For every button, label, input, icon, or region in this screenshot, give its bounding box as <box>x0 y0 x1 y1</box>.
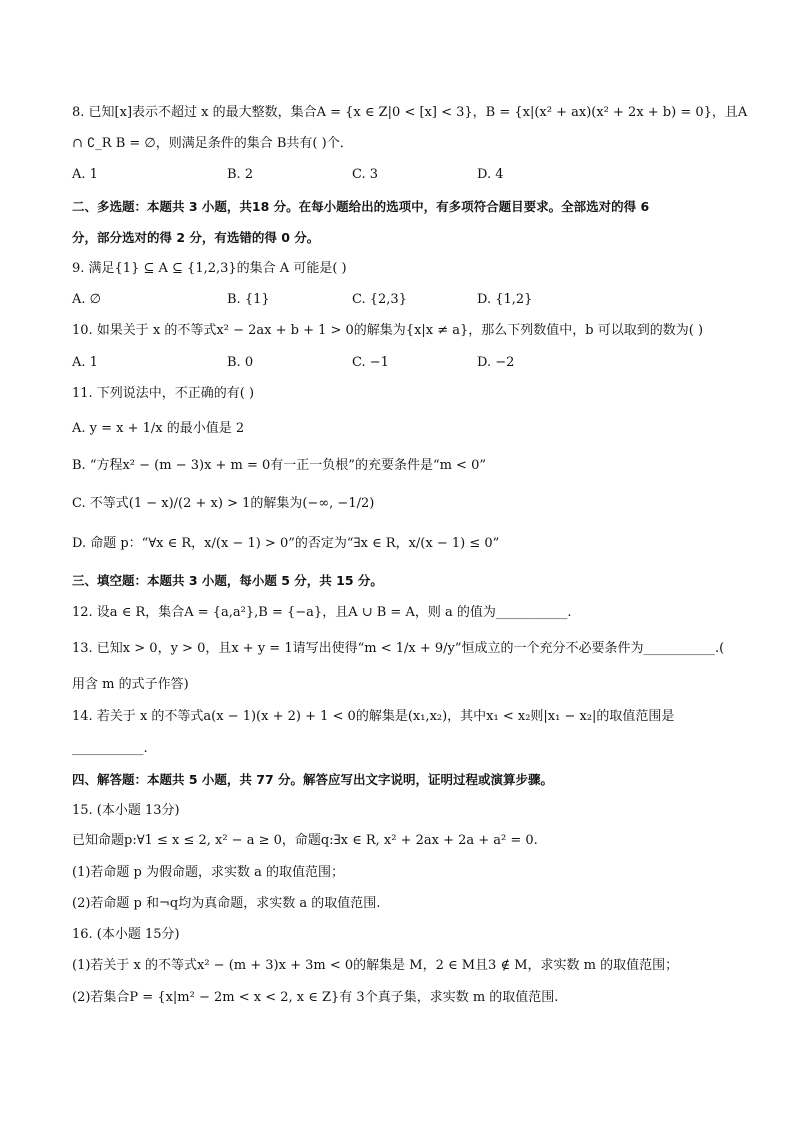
q10-option-a: A. 1 <box>72 355 98 370</box>
q9-option-d: D. {1,2} <box>477 292 533 307</box>
q15-part1: (1)若命题 p 为假命题，求实数 a 的取值范围； <box>72 865 345 880</box>
section4-title: 四、解答题：本题共 5 小题，共 77 分。解答应写出文字说明，证明过程或演算步骤。 <box>72 772 554 787</box>
q8-option-d: D. 4 <box>477 167 504 182</box>
q11-stem: 11. 下列说法中，不正确的有( ) <box>72 386 255 401</box>
q8-option-c: C. 3 <box>352 167 379 182</box>
section2-line1: 二、多选题：本题共 3 小题，共18 分。在每小题给出的选项中，有多项符合题目要求。全部选对的得 6 <box>72 199 650 214</box>
q10-option-c: C. −1 <box>352 355 389 370</box>
q11-option-d: D. 命题 p：“∀x ∈ R，x/(x − 1) > 0”的否定为“∃x ∈ R，x/(x − 1) ≤ 0” <box>72 536 500 551</box>
q8-line2: ∩ ∁_R B = ∅，则满足条件的集合 B共有( )个． <box>72 136 353 151</box>
q9-option-a: A. ∅ <box>72 292 101 307</box>
q16-part2: (2)若集合P = {x|m² − 2m < x < 2, x ∈ Z}有 3个真子集，求实数 m 的取值范围. <box>72 990 559 1005</box>
q14-line2: ___________. <box>72 741 148 756</box>
q16-part1: (1)若关于 x 的不等式x² − (m + 3)x + 3m < 0的解集是 M，2 ∈ M且3 ∉ M，求实数 m 的取值范围； <box>72 958 679 973</box>
q11-option-a: A. y = x + 1/x 的最小值是 2 <box>72 421 245 436</box>
section2-line2: 分，部分选对的得 2 分，有选错的得 0 分。 <box>72 230 320 245</box>
section3-title: 三、填空题：本题共 3 小题，每小题 5 分，共 15 分。 <box>72 573 383 588</box>
q9-option-b: B. {1} <box>227 292 270 307</box>
q15-header: 15. (本小题 13分) <box>72 803 180 818</box>
q9-option-c: C. {2,3} <box>352 292 407 307</box>
q13-line1: 13. 已知x > 0，y > 0，且x + y = 1请写出使得“m < 1/x + 9/y”恒成立的一个充分不必要条件为___________.( <box>72 641 725 656</box>
q14-line1: 14. 若关于 x 的不等式a(x − 1)(x + 2) + 1 < 0的解集是(x₁,x₂)，其中x₁ < x₂则|x₁ − x₂|的取值范围是 <box>72 709 675 724</box>
q11-option-c: C. 不等式(1 − x)/(2 + x) > 1的解集为(−∞, −1/2) <box>72 496 375 511</box>
q8-option-a: A. 1 <box>72 167 98 182</box>
q8-option-b: B. 2 <box>227 167 254 182</box>
q8-line1: 8. 已知[x]表示不超过 x 的最大整数，集合A = {x ∈ Z|0 < [x] < 3}，B = {x|(x² + ax)(x² + 2x + b) = 0}，且A <box>72 105 748 120</box>
q11-option-b: B. “方程x² − (m − 3)x + m = 0有一正一负根”的充要条件是“m < 0” <box>72 458 487 473</box>
q10-stem: 10. 如果关于 x 的不等式x² − 2ax + b + 1 > 0的解集为{x|x ≠ a}，那么下列数值中，b 可以取到的数为( ) <box>72 323 704 338</box>
q15-stem: 已知命题p:∀1 ≤ x ≤ 2, x² − a ≥ 0，命题q:∃x ∈ R, x² + 2ax + 2a + a² = 0. <box>72 833 538 848</box>
q12-text: 12. 设a ∈ R，集合A = {a,a²},B = {−a}，且A ∪ B = A，则 a 的值为___________. <box>72 605 572 620</box>
q15-part2: (2)若命题 p 和¬q均为真命题，求实数 a 的取值范围. <box>72 896 381 911</box>
q9-stem: 9. 满足{1} ⊆ A ⊆ {1,2,3}的集合 A 可能是( ) <box>72 261 347 276</box>
q16-header: 16. (本小题 15分) <box>72 927 180 942</box>
q13-line2: 用含 m 的式子作答) <box>72 677 189 692</box>
q10-option-d: D. −2 <box>477 355 515 370</box>
q10-option-b: B. 0 <box>227 355 254 370</box>
